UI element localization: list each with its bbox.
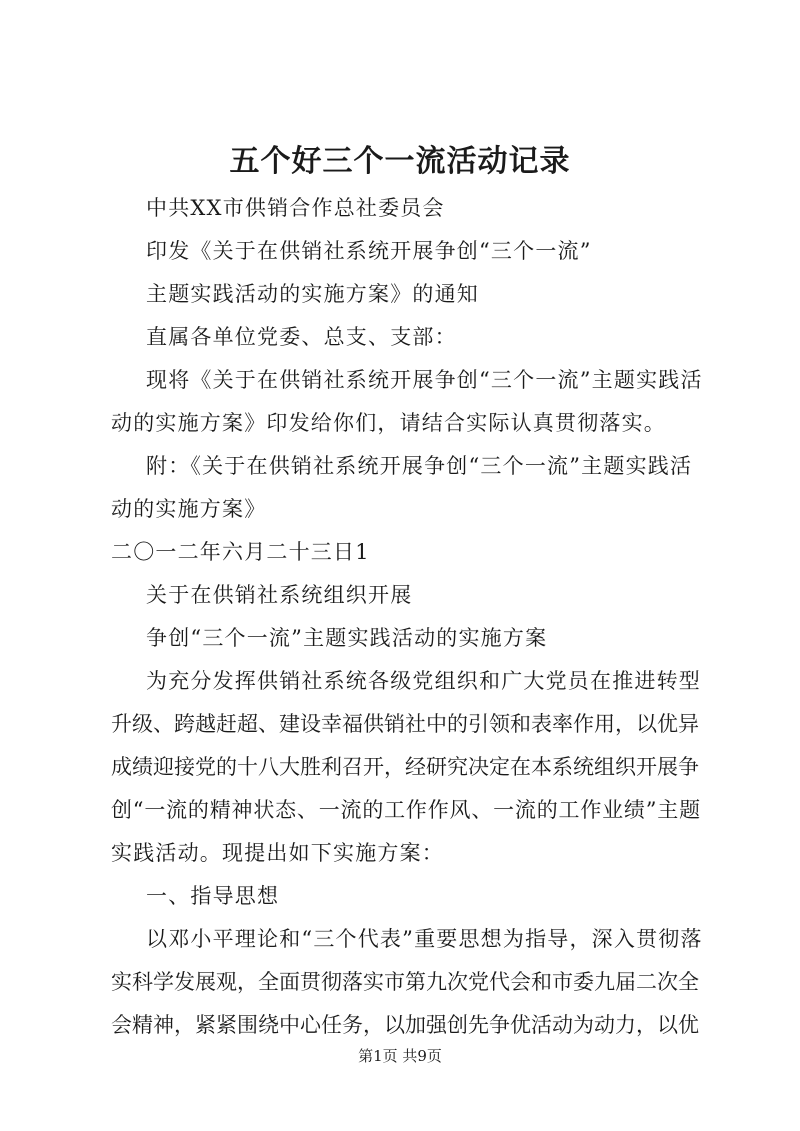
body-line: 动的实施方案》印发给你们，请结合实际认真贯彻落实。 [111,411,666,435]
body-line: 实科学发展观，全面贯彻落实市第九次党代会和市委九届二次全 [111,970,699,994]
body-line: 会精神，紧紧围绕中心任务，以加强创先争优活动为动力，以优 [111,1013,699,1037]
plan-title-line-1: 关于在供销社系统组织开展 [146,583,413,607]
body-line: 现将《关于在供销社系统开展争创“三个一流”主题实践活 [146,368,703,392]
document-title: 五个好三个一流活动记录 [229,144,571,179]
attachment-line: 附：《关于在供销社系统开展争创“三个一流”主题实践活 [146,454,693,478]
section-heading: 一、指导思想 [146,884,280,908]
notice-title-line-2: 主题实践活动的实施方案》的通知 [146,282,479,306]
body-line: 以邓小平理论和“三个代表”重要思想为指导，深入贯彻落 [146,927,703,951]
issuer-line: 中共XX市供销合作总社委员会 [146,196,445,220]
body-line: 实践活动。现提出如下实施方案： [111,841,444,865]
notice-title-line-1: 印发《关于在供销社系统开展争创“三个一流” [146,239,592,263]
plan-title-line-2: 争创“三个一流”主题实践活动的实施方案 [146,626,548,650]
attachment-line: 动的实施方案》 [111,497,267,521]
body-line: 升级、跨越赶超、建设幸福供销社中的引领和表率作用，以优异 [111,712,699,736]
page-number: 第1页 共9页 [358,1047,442,1065]
body-line: 为充分发挥供销社系统各级党组织和广大党员在推进转型 [146,669,701,693]
recipient-line: 直属各单位党委、总支、支部： [146,325,457,349]
body-line: 成绩迎接党的十八大胜利召开，经研究决定在本系统组织开展争 [111,755,699,779]
date-line: 二〇一二年六月二十三日1 [111,540,370,564]
body-line: 创“一流的精神状态、一流的工作作风、一流的工作业绩”主题 [111,798,701,822]
